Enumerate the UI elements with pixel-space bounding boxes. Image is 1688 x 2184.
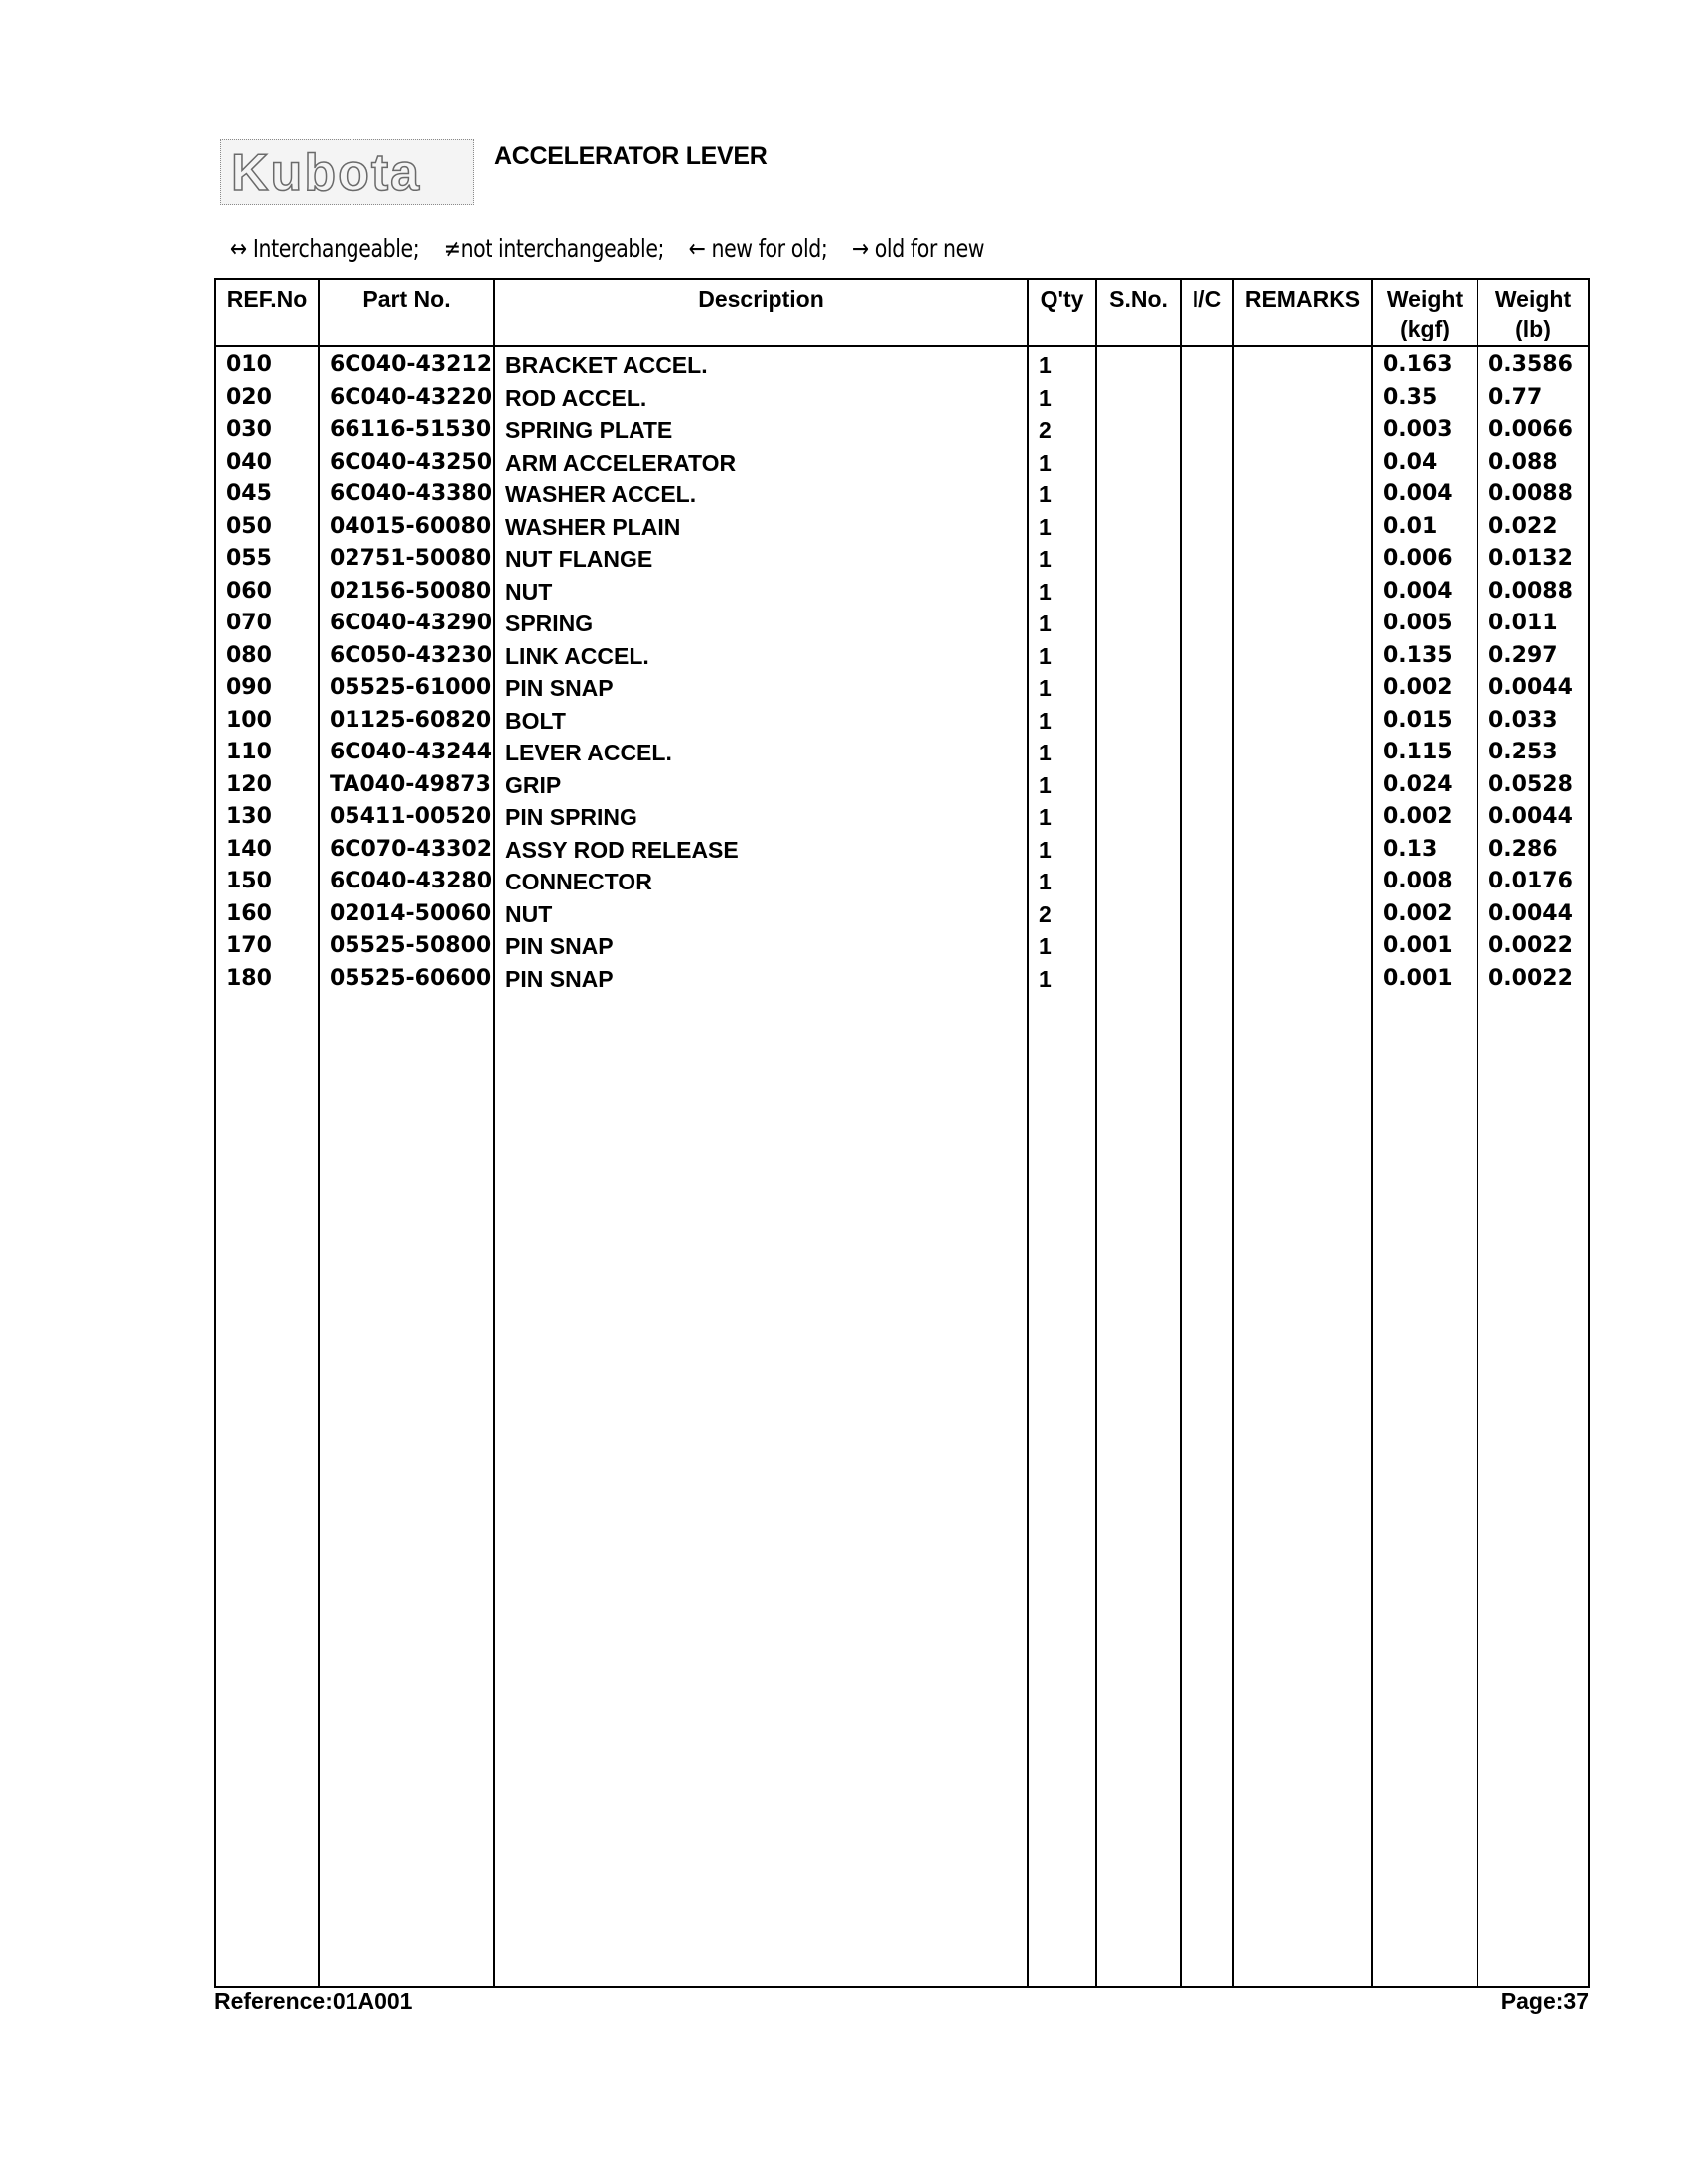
cell-qty: 2 [1028,414,1096,447]
cell-ic [1181,640,1233,673]
cell-weight-lb: 0.0044 [1477,801,1589,834]
cell-qty: 1 [1028,346,1096,382]
col-header-part: Part No. [319,279,494,346]
col-header-weight-lb-line2: (lb) [1515,316,1551,341]
cell-description: NUT [494,898,1028,931]
cell-remarks [1233,866,1372,898]
cell-description: WASHER PLAIN [494,511,1028,544]
cell-qty: 1 [1028,866,1096,898]
legend-new-for-old: ← new for old; [688,234,828,263]
cell-sno [1096,834,1181,867]
cell-sno [1096,346,1181,382]
cell-weight-lb: 0.0044 [1477,898,1589,931]
cell-part-no: 6C040-43244 [319,737,494,769]
cell-ref: 090 [215,672,319,705]
cell-remarks [1233,640,1372,673]
cell-description: BRACKET ACCEL. [494,346,1028,382]
table-row [215,672,1589,705]
cell-ref: 180 [215,963,319,996]
cell-remarks [1233,543,1372,576]
cell-ic [1181,447,1233,479]
col-header-weight-lb-line1: Weight [1494,286,1572,312]
empty-cell [215,995,319,1987]
table-row [215,801,1589,834]
table-row [215,866,1589,898]
legend-old-for-new: → old for new [851,234,985,263]
cell-description: BOLT [494,705,1028,738]
cell-description: NUT FLANGE [494,543,1028,576]
cell-weight-lb: 0.297 [1477,640,1589,673]
table-filler-row [215,995,1589,1987]
cell-ic [1181,478,1233,511]
cell-part-no: 6C040-43290 [319,608,494,640]
cell-sno [1096,898,1181,931]
cell-part-no: 66116-51530 [319,414,494,447]
cell-weight-lb: 0.286 [1477,834,1589,867]
table-row [215,382,1589,415]
cell-description: PIN SPRING [494,801,1028,834]
cell-ref: 045 [215,478,319,511]
cell-ref: 130 [215,801,319,834]
table-row [215,608,1589,640]
cell-qty: 1 [1028,576,1096,609]
cell-ref: 100 [215,705,319,738]
cell-remarks [1233,414,1372,447]
cell-remarks [1233,769,1372,802]
cell-sno [1096,672,1181,705]
parts-table-body [215,346,1589,1987]
cell-weight-lb: 0.3586 [1477,346,1589,382]
table-row [215,834,1589,867]
cell-weight-lb: 0.0066 [1477,414,1589,447]
cell-remarks [1233,930,1372,963]
cell-sno [1096,640,1181,673]
cell-ref: 010 [215,346,319,382]
cell-ic [1181,963,1233,996]
cell-sno [1096,801,1181,834]
cell-remarks [1233,511,1372,544]
col-header-weight-kgf [1372,279,1477,346]
cell-sno [1096,447,1181,479]
cell-weight-kgf: 0.115 [1372,737,1477,769]
table-row [215,705,1589,738]
cell-description: NUT [494,576,1028,609]
legend-interchangeable: ↔ Interchangeable; [230,234,420,263]
col-header-ic: I/C [1181,279,1233,346]
cell-qty: 1 [1028,705,1096,738]
cell-ref: 170 [215,930,319,963]
cell-ref: 080 [215,640,319,673]
empty-cell [1372,995,1477,1987]
col-header-qty: Q'ty [1028,279,1096,346]
cell-ref: 150 [215,866,319,898]
cell-qty: 1 [1028,672,1096,705]
cell-sno [1096,511,1181,544]
cell-qty: 1 [1028,511,1096,544]
cell-qty: 1 [1028,640,1096,673]
table-row [215,447,1589,479]
cell-qty: 1 [1028,608,1096,640]
col-header-remarks: REMARKS [1233,279,1372,346]
cell-sno [1096,414,1181,447]
cell-description: ROD ACCEL. [494,382,1028,415]
cell-sno [1096,576,1181,609]
cell-remarks [1233,608,1372,640]
cell-weight-lb: 0.0088 [1477,478,1589,511]
cell-remarks [1233,576,1372,609]
cell-remarks [1233,737,1372,769]
cell-part-no: 05411-00520 [319,801,494,834]
cell-ic [1181,576,1233,609]
cell-weight-lb: 0.0132 [1477,543,1589,576]
table-row [215,576,1589,609]
table-row [215,543,1589,576]
cell-description: PIN SNAP [494,672,1028,705]
cell-weight-kgf: 0.135 [1372,640,1477,673]
cell-sno [1096,866,1181,898]
cell-weight-kgf: 0.008 [1372,866,1477,898]
cell-remarks [1233,346,1372,382]
cell-weight-kgf: 0.163 [1372,346,1477,382]
cell-weight-kgf: 0.024 [1372,769,1477,802]
cell-remarks [1233,963,1372,996]
col-header-description: Description [494,279,1028,346]
cell-remarks [1233,447,1372,479]
cell-part-no: 01125-60820 [319,705,494,738]
cell-ic [1181,414,1233,447]
cell-ref: 140 [215,834,319,867]
cell-ref: 030 [215,414,319,447]
cell-remarks [1233,478,1372,511]
cell-sno [1096,382,1181,415]
cell-qty: 1 [1028,737,1096,769]
cell-sno [1096,737,1181,769]
cell-part-no: 02751-50080 [319,543,494,576]
cell-ref: 110 [215,737,319,769]
cell-weight-lb: 0.0022 [1477,963,1589,996]
cell-ic [1181,346,1233,382]
cell-description: WASHER ACCEL. [494,478,1028,511]
cell-weight-lb: 0.011 [1477,608,1589,640]
cell-qty: 1 [1028,801,1096,834]
cell-remarks [1233,898,1372,931]
table-row [215,930,1589,963]
cell-ref: 040 [215,447,319,479]
cell-weight-lb: 0.022 [1477,511,1589,544]
cell-sno [1096,705,1181,738]
page-title: ACCELERATOR LEVER [494,142,768,170]
cell-weight-lb: 0.77 [1477,382,1589,415]
cell-part-no: 05525-61000 [319,672,494,705]
cell-ic [1181,834,1233,867]
cell-qty: 1 [1028,447,1096,479]
cell-part-no: 6C040-43212 [319,346,494,382]
cell-ic [1181,608,1233,640]
col-header-weight-lb [1477,279,1589,346]
cell-sno [1096,543,1181,576]
cell-weight-lb: 0.0176 [1477,866,1589,898]
reference-label: Reference:01A001 [214,1988,413,2014]
empty-cell [1233,995,1372,1987]
cell-weight-lb: 0.0088 [1477,576,1589,609]
cell-ref: 060 [215,576,319,609]
cell-description: PIN SNAP [494,930,1028,963]
col-header-weight-kgf-line1: Weight [1386,286,1464,312]
interchangeability-legend [230,234,984,263]
cell-ref: 120 [215,769,319,802]
cell-part-no: 05525-60600 [319,963,494,996]
cell-ic [1181,769,1233,802]
col-header-weight-kgf-line2: (kgf) [1400,316,1450,341]
cell-weight-kgf: 0.001 [1372,930,1477,963]
cell-weight-kgf: 0.002 [1372,672,1477,705]
col-header-sno: S.No. [1096,279,1181,346]
cell-description: GRIP [494,769,1028,802]
cell-sno [1096,769,1181,802]
table-row [215,346,1589,382]
cell-ref: 020 [215,382,319,415]
cell-weight-lb: 0.253 [1477,737,1589,769]
kubota-logo-mark [221,140,473,204]
table-row [215,511,1589,544]
empty-cell [319,995,494,1987]
cell-part-no: 6C040-43280 [319,866,494,898]
cell-description: LEVER ACCEL. [494,737,1028,769]
empty-cell [1477,995,1589,1987]
cell-part-no: 6C040-43220 [319,382,494,415]
empty-cell [494,995,1028,1987]
cell-part-no: 6C050-43230 [319,640,494,673]
cell-qty: 2 [1028,898,1096,931]
cell-ic [1181,672,1233,705]
cell-qty: 1 [1028,769,1096,802]
cell-sno [1096,930,1181,963]
table-row [215,898,1589,931]
cell-part-no: 05525-50800 [319,930,494,963]
cell-description: ASSY ROD RELEASE [494,834,1028,867]
cell-ic [1181,930,1233,963]
cell-qty: 1 [1028,543,1096,576]
cell-ic [1181,801,1233,834]
cell-description: SPRING PLATE [494,414,1028,447]
cell-ref: 160 [215,898,319,931]
cell-weight-kgf: 0.004 [1372,576,1477,609]
cell-ic [1181,737,1233,769]
cell-part-no: 6C070-43302 [319,834,494,867]
cell-part-no: TA040-49873 [319,769,494,802]
cell-ref: 070 [215,608,319,640]
cell-qty: 1 [1028,930,1096,963]
cell-weight-kgf: 0.015 [1372,705,1477,738]
cell-part-no: 02014-50060 [319,898,494,931]
cell-weight-lb: 0.0044 [1477,672,1589,705]
cell-qty: 1 [1028,834,1096,867]
cell-ic [1181,705,1233,738]
table-row [215,478,1589,511]
cell-weight-kgf: 0.04 [1372,447,1477,479]
empty-cell [1028,995,1096,1987]
cell-part-no: 6C040-43380 [319,478,494,511]
cell-weight-kgf: 0.002 [1372,801,1477,834]
cell-remarks [1233,705,1372,738]
col-header-ref: REF.No [215,279,319,346]
table-row [215,640,1589,673]
cell-description: ARM ACCELERATOR [494,447,1028,479]
cell-weight-kgf: 0.003 [1372,414,1477,447]
empty-cell [1096,995,1181,1987]
empty-cell [1181,995,1233,1987]
cell-part-no: 04015-60080 [319,511,494,544]
cell-weight-kgf: 0.005 [1372,608,1477,640]
cell-sno [1096,963,1181,996]
cell-part-no: 6C040-43250 [319,447,494,479]
cell-weight-kgf: 0.13 [1372,834,1477,867]
table-row [215,737,1589,769]
table-row [215,414,1589,447]
cell-description: PIN SNAP [494,963,1028,996]
cell-remarks [1233,801,1372,834]
cell-remarks [1233,382,1372,415]
cell-weight-kgf: 0.35 [1372,382,1477,415]
cell-weight-lb: 0.033 [1477,705,1589,738]
cell-weight-kgf: 0.01 [1372,511,1477,544]
cell-description: CONNECTOR [494,866,1028,898]
table-header-row [215,279,1589,346]
cell-sno [1096,608,1181,640]
cell-part-no: 02156-50080 [319,576,494,609]
page-number: Page:37 [1500,1988,1589,2014]
cell-ic [1181,511,1233,544]
cell-weight-kgf: 0.006 [1372,543,1477,576]
cell-remarks [1233,672,1372,705]
parts-table [214,278,1590,1988]
cell-qty: 1 [1028,382,1096,415]
kubota-logo [220,139,474,205]
cell-qty: 1 [1028,963,1096,996]
cell-weight-lb: 0.0528 [1477,769,1589,802]
cell-weight-kgf: 0.004 [1372,478,1477,511]
cell-description: LINK ACCEL. [494,640,1028,673]
legend-not-interchangeable: ≠not interchangeable; [443,234,665,263]
cell-ic [1181,898,1233,931]
cell-weight-lb: 0.088 [1477,447,1589,479]
cell-weight-lb: 0.0022 [1477,930,1589,963]
cell-sno [1096,478,1181,511]
logo-wordmark: Kubota [231,144,422,202]
cell-ic [1181,382,1233,415]
cell-ic [1181,543,1233,576]
cell-ref: 055 [215,543,319,576]
cell-weight-kgf: 0.001 [1372,963,1477,996]
cell-qty: 1 [1028,478,1096,511]
table-row [215,963,1589,996]
cell-weight-kgf: 0.002 [1372,898,1477,931]
cell-ref: 050 [215,511,319,544]
cell-remarks [1233,834,1372,867]
cell-description: SPRING [494,608,1028,640]
cell-ic [1181,866,1233,898]
table-row [215,769,1589,802]
